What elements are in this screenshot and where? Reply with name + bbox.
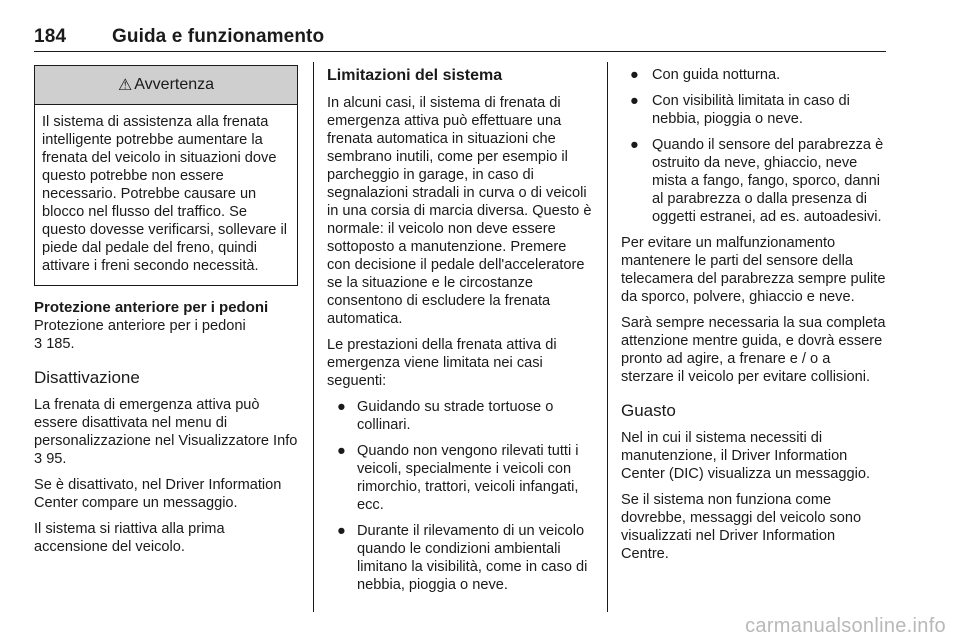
limitations-list (327, 398, 593, 594)
limitations-paragraph-2: Le prestazioni della frenata attiva di emergenza viene limitata nei casi seguenti: (327, 337, 557, 389)
deactivation-heading: Disattivazione (34, 368, 140, 387)
limitations-paragraph-1: In alcuni casi, il sistema di frenata di emergenza attiva può effettuare una frenata automatica in situazioni che sembrano inutili, come per esempio il parcheggio in garage, in caso di segnalazioni stradali in curva o di veicoli in una corsia di marcia diversa. Questo è normale: il veicolo non deve essere sottoposto a manutenzione. Premere con decisione il pedale dell'acceleratore se la situazione e le circostanze consentono di escludere la frenata automatica. (327, 95, 592, 327)
warning-body (35, 105, 297, 285)
deactivation-paragraph-3: Il sistema si riattiva alla prima accensione del veicolo. (34, 521, 225, 555)
section-title: Guida e funzionamento (112, 26, 325, 47)
limitations-heading: Limitazioni del sistema (327, 67, 503, 84)
header-rule (34, 51, 886, 52)
list-item: ● Guidando su strade tortuose o collinari. (337, 399, 554, 433)
column-2 (327, 62, 593, 602)
list-item: ● Durante il rilevamento di un veicolo quando le condizioni ambientali limitano la visibilità, come in caso di nebbia, pioggia o neve. (337, 523, 588, 593)
limitations-paragraph-4: Sarà sempre necessaria la sua completa attenzione mentre guida, e dovrà essere pronto ad agire, a frenare e / o a sterzare il veicolo per evitare collisioni. (621, 315, 886, 385)
bullet-icon: ● (337, 523, 346, 539)
column-divider-1 (313, 62, 314, 612)
page-reference-link[interactable]: 3 95. (34, 451, 67, 467)
pedestrian-text: Protezione anteriore per i pedoni 3 185. (34, 318, 246, 352)
list-item: ● Quando non vengono rilevati tutti i veicoli, specialmente i veicoli con rimorchio, trattori, veicoli infangati, ecc. (337, 443, 579, 513)
bullet-icon: ● (630, 137, 639, 153)
column-divider-2 (607, 62, 608, 612)
column-3 (621, 62, 887, 571)
reference-arrow-icon: 3 (34, 336, 43, 352)
warning-triangle-icon: ⚠ (117, 77, 133, 94)
warning-box (34, 65, 298, 286)
reference-arrow-icon: 3 (34, 451, 43, 467)
limitations-list-continued (621, 66, 887, 226)
column-1 (34, 62, 298, 564)
watermark: carmanualsonline.info (745, 615, 946, 637)
list-item: ● Con visibilità limitata in caso di nebbia, pioggia o neve. (630, 93, 850, 127)
page-header (34, 26, 886, 50)
deactivation-paragraph-2: Se è disattivato, nel Driver Information Center compare un messaggio. (34, 477, 282, 511)
list-item: ● Quando il sensore del parabrezza è ostruito da neve, ghiaccio, neve mista a fango, fango, sporco, danni al parabrezza o dalla presenza di oggetti estranei, ad es. autoadesivi. (630, 137, 884, 225)
fault-heading: Guasto (621, 401, 676, 420)
deactivation-paragraph-1: La frenata di emergenza attiva può essere disattivata nel menu di personalizzazione nel Visualizzatore Info 3 95. (34, 397, 298, 467)
fault-paragraph-2: Se il sistema non funziona come dovrebbe, messaggi del veicolo sono visualizzati nel Driver Information Centre. (621, 492, 862, 562)
page-reference-link[interactable]: 3 185. (34, 336, 75, 352)
page-number: 184 (34, 26, 67, 47)
fault-paragraph-1: Nel in cui il sistema necessiti di manutenzione, il Driver Information Center (DIC) visualizza un messaggio. (621, 430, 870, 482)
warning-header (35, 66, 297, 105)
bullet-icon: ● (630, 67, 639, 83)
bullet-icon: ● (337, 399, 346, 415)
limitations-paragraph-3: Per evitare un malfunzionamento mantenere le parti del sensore della telecamera del parabrezza sempre pulite da sporco, polvere, ghiaccio e neve. (621, 235, 886, 305)
warning-text: Il sistema di assistenza alla frenata intelligente potrebbe aumentare la frenata del veicolo in situazioni dove questo potrebbe non essere necessario. Potrebbe causare un blocco nel flusso del traffico. Se questo dovesse verificarsi, sollevare il piede dal pedale del freno, quindi attivare i freni secondo necessità. (42, 114, 287, 274)
list-item: ● Con guida notturna. (630, 67, 781, 83)
warning-title: Avvertenza (134, 76, 215, 93)
pedestrian-heading: Protezione anteriore per i pedoni (34, 299, 269, 316)
bullet-icon: ● (337, 443, 346, 459)
bullet-icon: ● (630, 93, 639, 109)
